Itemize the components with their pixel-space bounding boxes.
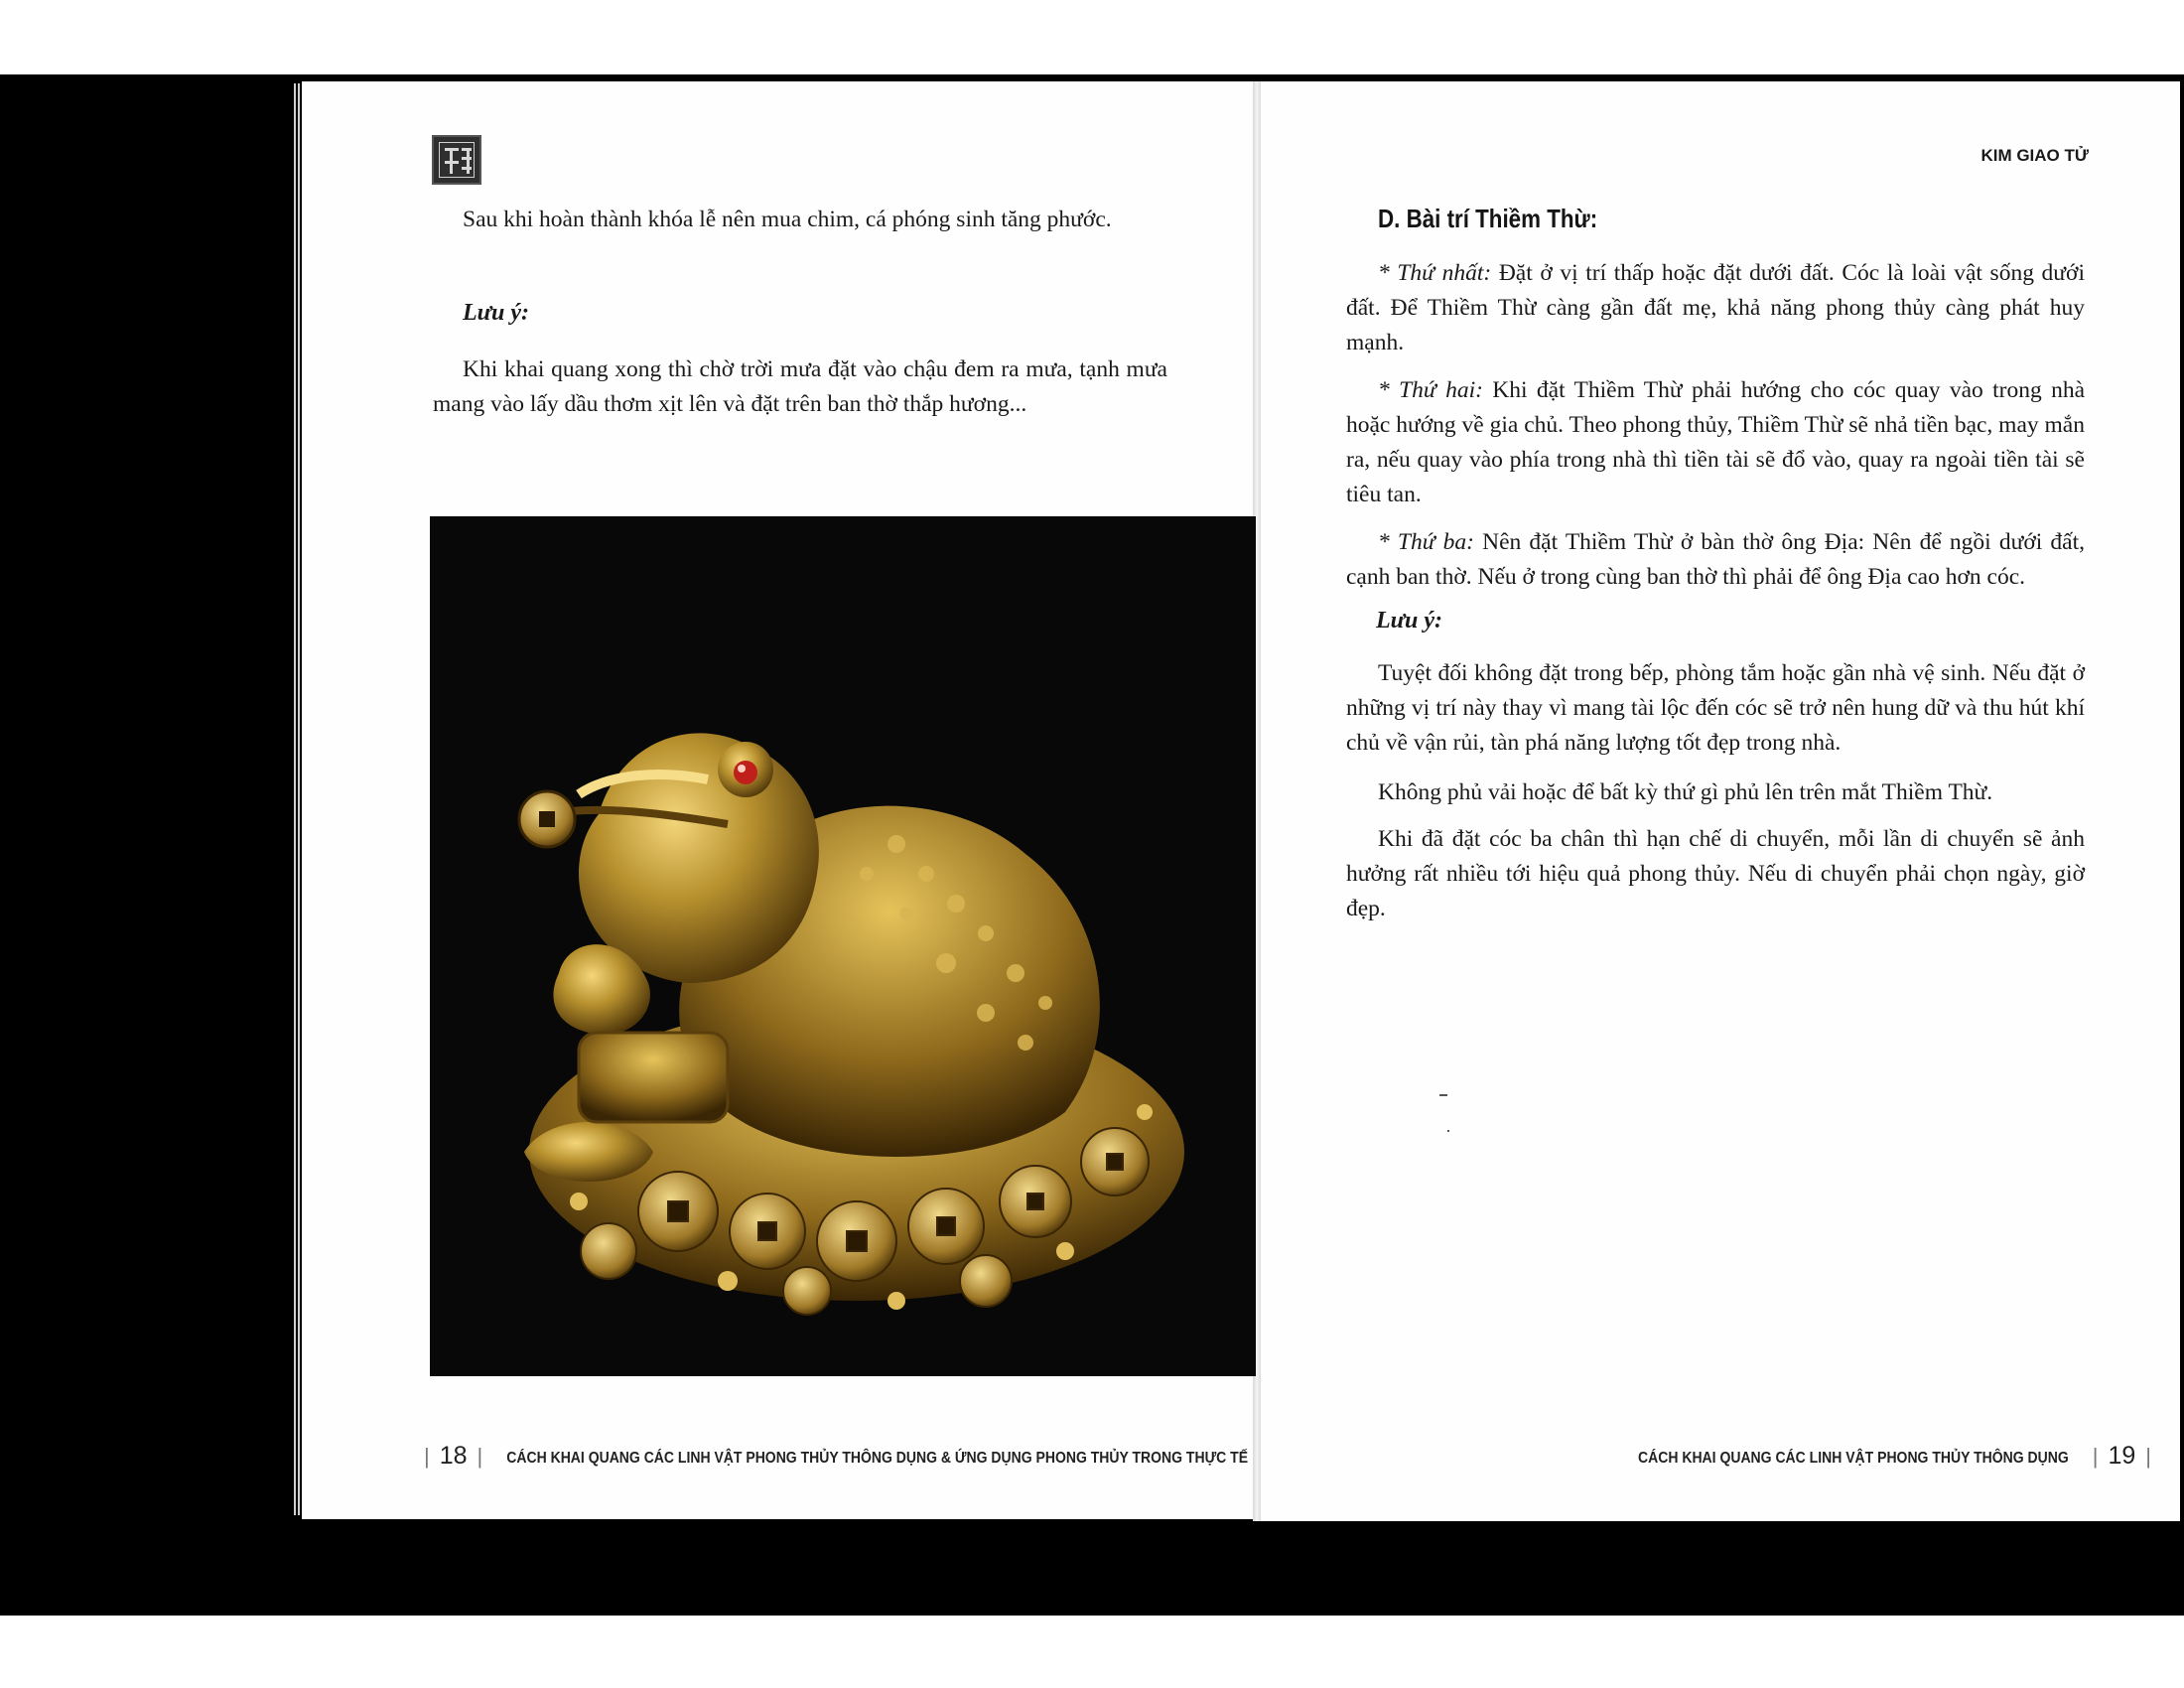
item-text: Khi đặt Thiềm Thừ phải hướng cho cóc quay vào trong nhà hoặc hướng về gia chủ. Theo phong thủy, Thiềm Thừ sẽ nhả tiền bạc, may mắn ra, nếu quay vào phía trong nhà thì tiền tài sẽ đổ vào, quay ra ngoài tiền tài sẽ tiêu tan. (1346, 377, 2086, 507)
left-intro-text: Sau khi hoàn thành khóa lễ nên mua chim, cá phóng sinh tăng phước. (463, 207, 1112, 232)
right-paragraph-3: Khi đã đặt cóc ba chân thì hạn chế di chuyển, mỗi lần di chuyển sẽ ảnh hưởng rất nhiều tới hiệu quả phong thủy. Nếu di chuyển phải chọn ngày, giờ đẹp. (1346, 826, 2085, 921)
left-note-label: Lưu ý: (463, 300, 530, 326)
print-speck (1447, 1130, 1449, 1132)
right-footer (1638, 1442, 2151, 1471)
left-note-text: Khi khai quang xong thì chờ trời mưa đặt vào chậu đem ra mưa, tạnh mưa mang vào lấy dầu thơm xịt lên và đặt trên ban thờ thắp hương... (433, 356, 1167, 417)
item-lead: * Thứ ba: (1378, 529, 1474, 555)
gold-toad-icon (430, 516, 1256, 1376)
page-edge (298, 83, 300, 1515)
right-page-number: 19 (2108, 1442, 2136, 1470)
footer-divider: | (2092, 1443, 2099, 1469)
item-text: Đặt ở vị trí thấp hoặc đặt dưới đất. Cóc là loài vật sống dưới đất. Để Thiềm Thừ càng gần đất mẹ, khả năng phong thủy càng phát huy mạnh. (1346, 260, 2085, 355)
right-item-3 (1346, 525, 2085, 595)
right-item-1 (1346, 256, 2085, 360)
item-lead: * Thứ hai: (1378, 377, 1483, 403)
toad-figurine-photo (430, 516, 1256, 1376)
right-note-label: Lưu ý: (1376, 608, 1443, 633)
item-text: Nên đặt Thiềm Thừ ở bàn thờ ông Địa: Nên để ngồi dưới đất, cạnh ban thờ. Nếu ở trong cùng ban thờ thì phải để ông Địa cao hơn cóc. (1346, 529, 2085, 590)
left-footer (424, 1442, 1248, 1471)
footer-divider: | (424, 1443, 430, 1469)
left-footer-title: CÁCH KHAI QUANG CÁC LINH VẬT PHONG THỦY THÔNG DỤNG & ỨNG DỤNG PHONG THỦY TRONG THỰC TẾ (506, 1447, 1249, 1466)
right-item-2 (1346, 373, 2085, 512)
section-heading: D. Bài trí Thiềm Thừ: (1378, 204, 1598, 233)
right-paragraph-2: Không phủ vải hoặc để bất kỳ thứ gì phủ lên trên mắt Thiềm Thừ. (1378, 779, 1993, 805)
ruby-eye-icon (734, 761, 757, 784)
right-footer-title: CÁCH KHAI QUANG CÁC LINH VẬT PHONG THỦY THÔNG DỤNG (1638, 1447, 2069, 1466)
running-head: KIM GIAO TỬ (1980, 146, 2089, 165)
footer-divider: | (477, 1443, 483, 1469)
left-page-number: 18 (439, 1442, 468, 1470)
print-speck (1439, 1094, 1447, 1096)
right-paragraph-1: Tuyệt đối không đặt trong bếp, phòng tắm hoặc gần nhà vệ sinh. Nếu đặt ở những vị trí này thay vì mang tài lộc đến cóc sẽ trở nên hung dữ và thu hút khí chủ về vận rủi, tàn phá năng lượng tốt đẹp trong nhà. (1346, 660, 2085, 756)
seal-stamp-icon (432, 135, 481, 185)
footer-divider: | (2145, 1443, 2151, 1469)
item-lead: * Thứ nhất: (1378, 260, 1492, 286)
page-edge (294, 83, 296, 1515)
